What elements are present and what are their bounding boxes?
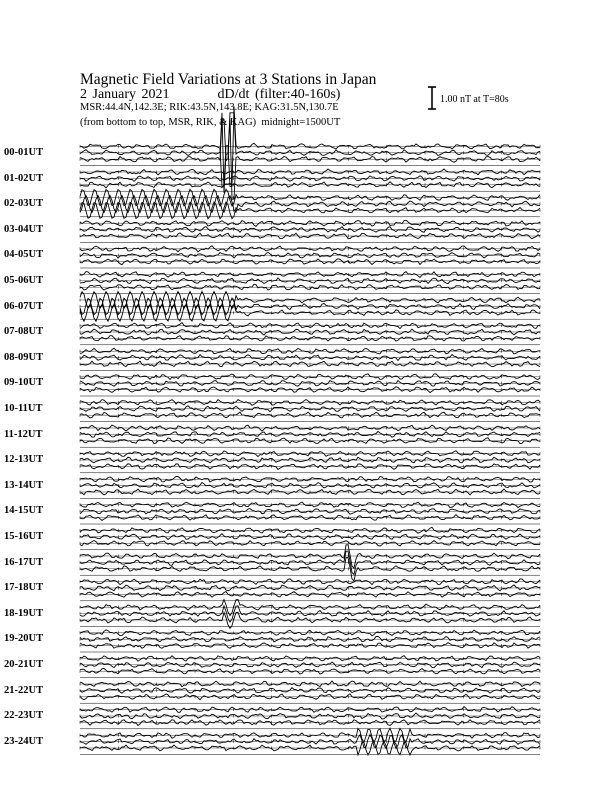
date-year: 2021: [141, 87, 170, 102]
chart-title: Magnetic Field Variations at 3 Stations in Japan: [80, 71, 377, 88]
date-month: January: [92, 87, 137, 102]
trace-kag: [80, 476, 540, 482]
row-label: 03-04UT: [4, 223, 44, 235]
row-label: 13-14UT: [4, 479, 44, 491]
trace-rik: [80, 509, 540, 515]
row-label: 05-06UT: [4, 275, 44, 286]
row-label: 10-11UT: [4, 403, 43, 414]
row-label: 00-01UT: [4, 147, 44, 158]
trace-msr: [80, 233, 540, 239]
row-label: 19-20UT: [4, 633, 44, 645]
scale-label: 1.00 nT at T=80s: [440, 94, 509, 105]
row-label: 12-13UT: [4, 454, 44, 466]
filter-label: (filter:40-160s): [254, 87, 341, 102]
row-label: 02-03UT: [4, 198, 44, 210]
row-label: 21-22UT: [4, 684, 44, 696]
stack-order-text: (from bottom to top, MSR, RIK, & KAG): [80, 117, 257, 128]
row-label: 07-08UT: [4, 326, 44, 338]
row-label: 23-24UT: [4, 735, 44, 747]
row-label: 04-05UT: [4, 249, 44, 261]
quantity-label: dD/dt: [217, 87, 250, 102]
row-label: 09-10UT: [4, 377, 44, 389]
row-label: 15-16UT: [4, 531, 44, 542]
row-label: 11-12UT: [4, 428, 43, 440]
row-label: 17-18UT: [4, 582, 44, 594]
row-label: 14-15UT: [4, 505, 44, 517]
stations-line: MSR:44.4N,142.3E; RIK:43.5N,143.8E; KAG:31.5N,130.7E: [80, 102, 339, 113]
row-label: 22-23UT: [4, 710, 44, 722]
row-label: 20-21UT: [4, 659, 44, 670]
row-label: 16-17UT: [4, 556, 44, 568]
midnight-text: midnight=1500UT: [261, 117, 341, 128]
trace-msr: [80, 592, 540, 598]
row-label: 01-02UT: [4, 172, 44, 184]
row-label: 18-19UT: [4, 607, 44, 619]
row-label: 08-09UT: [4, 351, 44, 363]
row-label: 06-07UT: [4, 300, 44, 312]
date-day: 2: [80, 87, 87, 102]
